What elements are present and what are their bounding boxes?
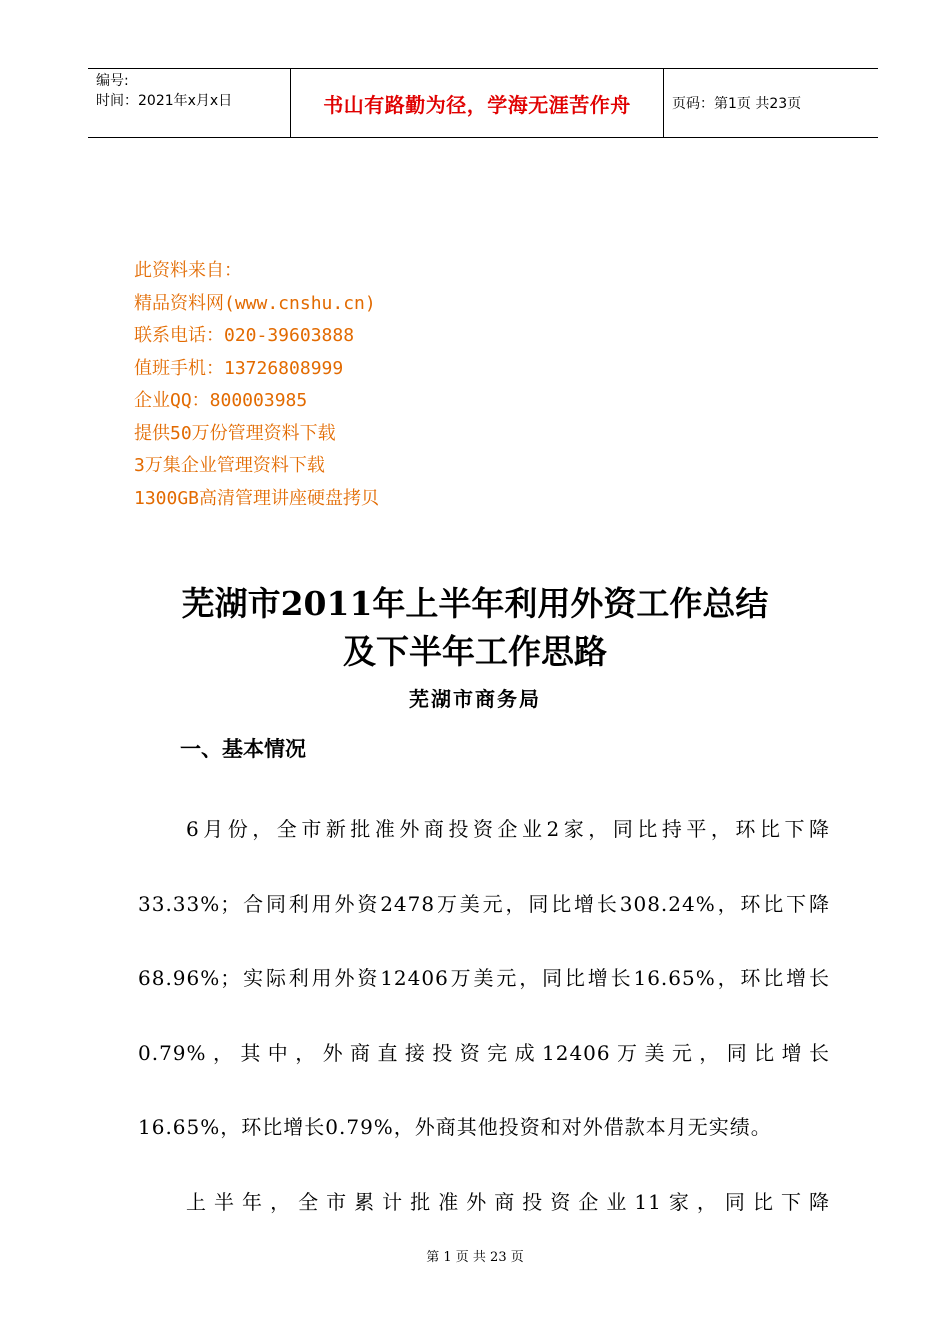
time-label: 时间：2021年x月x日 — [96, 93, 233, 109]
header-meta — [88, 69, 291, 137]
paragraph-line: 0.79%，其中，外商直接投资完成12406万美元，同比增长 — [138, 1040, 830, 1065]
page-header — [88, 68, 878, 138]
promo-line: 联系电话：020-39603888 — [134, 325, 355, 346]
promo-line: 提供50万份管理资料下载 — [134, 422, 336, 444]
paragraph-line: 68.96%；实际利用外资12406万美元，同比增长16.65%，环比增长 — [138, 966, 830, 990]
promo-line: 值班手机：13726808999 — [134, 357, 344, 379]
paragraph-line: 16.65%，环比增长0.79%，外商其他投资和对外借款本月无实绩。 — [138, 1115, 772, 1139]
paragraph-line: 33.33%；合同利用外资2478万美元，同比增长308.24%，环比下降 — [138, 891, 830, 916]
document-title-line1: 芜湖市2011年上半年利用外资工作总结 — [181, 584, 769, 623]
promo-block — [134, 255, 379, 515]
page-info-text: 页码：第1页 共23页 — [672, 96, 802, 112]
promo-line: 精品资料网(www.cnshu.cn) — [134, 292, 376, 314]
header-page-info — [664, 69, 878, 137]
header-motto-cell — [291, 69, 664, 137]
promo-line: 企业QQ：800003985 — [134, 390, 308, 411]
document-title-line2: 及下半年工作思路 — [343, 632, 607, 671]
paragraph-line: 上半年，全市累计批准外商投资企业11家，同比下降 — [186, 1189, 830, 1214]
document-subtitle: 芜湖市商务局 — [409, 687, 541, 711]
number-label: 编号: — [96, 73, 129, 89]
promo-line: 3万集企业管理资料下载 — [134, 455, 325, 476]
section-heading: 一、基本情况 — [180, 737, 306, 761]
paragraph-line: 6月份，全市新批准外商投资企业2家，同比持平，环比下降 — [186, 817, 830, 841]
motto-text: 书山有路勤为径，学海无涯苦作舟 — [323, 92, 631, 117]
body-text — [138, 792, 830, 1239]
promo-line: 此资料来自： — [134, 260, 242, 281]
promo-line: 1300GB高清管理讲座硬盘拷贝 — [134, 487, 380, 509]
page-footer: 第 1 页 共 23 页 — [426, 1250, 524, 1265]
